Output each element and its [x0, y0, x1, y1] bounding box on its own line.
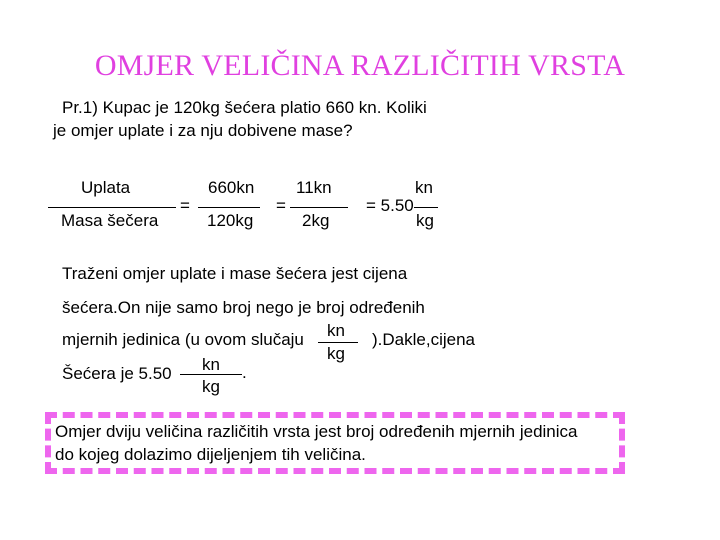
explanation-line-4-suffix: .: [242, 363, 247, 382]
inline-fraction-1-denominator: kg: [327, 344, 345, 363]
equals-sign-2: =: [276, 196, 286, 215]
fraction-3-numerator: 11kn: [296, 178, 332, 197]
explanation-line-3: mjernih jedinica (u ovom slučaju: [62, 330, 304, 349]
result-value: = 5.50: [366, 196, 414, 215]
fraction-4-numerator: kn: [415, 178, 433, 197]
definition-line-2: do kojeg dolazimo dijeljenjem tih veličina.: [55, 445, 366, 464]
explanation-line-2: šećera.On nije samo broj nego je broj određenih: [62, 298, 425, 317]
inline-fraction-1-bar: [318, 342, 358, 343]
inline-fraction-1-numerator: kn: [327, 321, 345, 340]
definition-line-1: Omjer dviju veličina različitih vrsta jest broj određenih mjernih jedinica: [55, 422, 578, 441]
fraction-4-denominator: kg: [416, 211, 434, 230]
fraction-1-bar: [48, 207, 176, 208]
fraction-2-bar: [198, 207, 260, 208]
page-title: OMJER VELIČINA RAZLIČITIH VRSTA: [94, 49, 626, 82]
inline-fraction-2-numerator: kn: [202, 355, 220, 374]
problem-line-2: je omjer uplate i za nju dobivene mase?: [53, 121, 353, 140]
fraction-1-numerator: Uplata: [81, 178, 131, 197]
inline-fraction-2-bar: [180, 374, 242, 375]
fraction-2-denominator: 120kg: [207, 211, 254, 230]
fraction-3-bar: [290, 207, 348, 208]
problem-line-1: Pr.1) Kupac je 120kg šećera platio 660 kn. Koliki: [62, 98, 427, 117]
fraction-3-denominator: 2kg: [302, 211, 330, 230]
fraction-2-numerator: 660kn: [208, 178, 255, 197]
inline-fraction-2-denominator: kg: [202, 377, 220, 396]
explanation-line-3-suffix: ).Dakle,cijena: [372, 330, 475, 349]
explanation-line-4: Šećera je 5.50: [62, 364, 172, 383]
fraction-4-bar: [414, 207, 438, 208]
explanation-line-1: Traženi omjer uplate i mase šećera jest cijena: [62, 264, 408, 283]
fraction-1-denominator: Masa šečera: [61, 211, 159, 230]
equals-sign-1: =: [180, 196, 190, 215]
